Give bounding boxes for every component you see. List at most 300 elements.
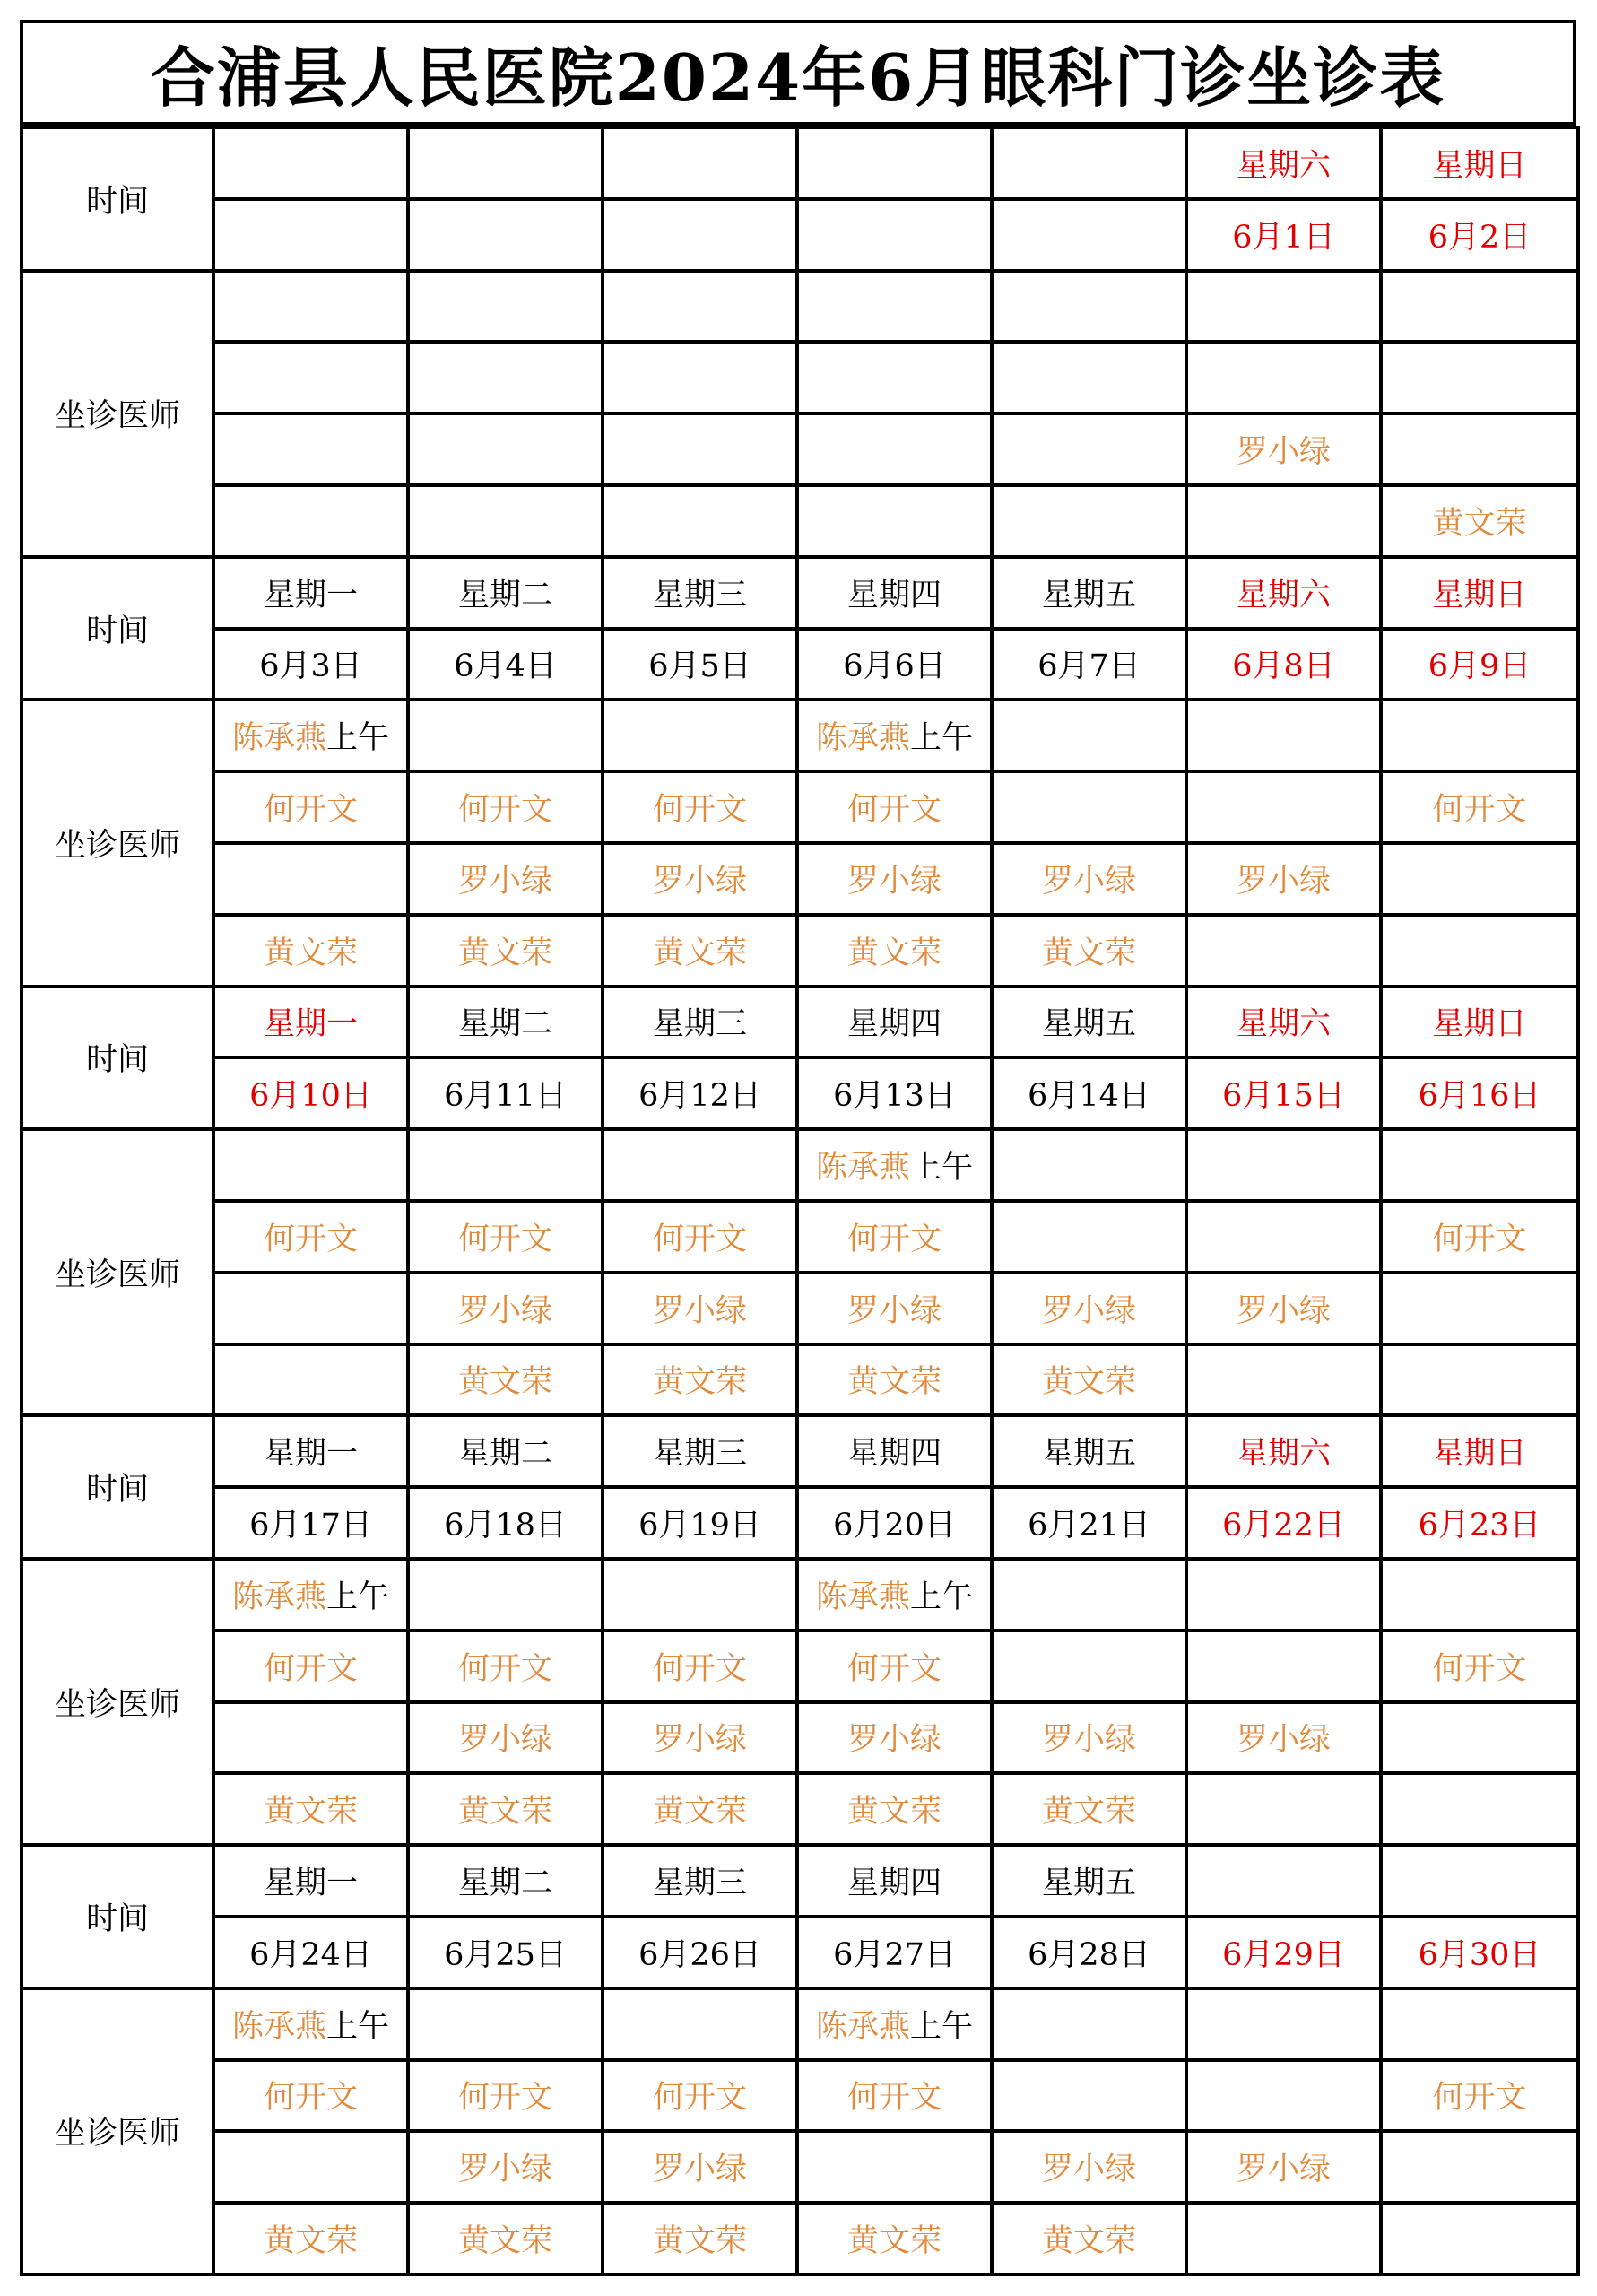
date-cell: 6月5日 (603, 629, 797, 700)
weekday-cell: 星期二 (408, 1845, 603, 1917)
weekday-cell: 星期五 (992, 987, 1186, 1058)
doctor-cell (1381, 342, 1578, 413)
doctor-cell (408, 271, 603, 343)
doctor-row (22, 700, 1578, 771)
doctor-name: 何开文 (263, 1221, 358, 1257)
doctor-row (22, 271, 1578, 343)
weekday-cell (992, 127, 1186, 199)
doctor-cell (603, 2131, 797, 2203)
doctor-name: 罗小绿 (457, 1292, 552, 1329)
doctor-cell (603, 1273, 797, 1344)
doctor-cell (1186, 915, 1381, 987)
doctor-row (22, 1201, 1578, 1273)
doctor-cell (992, 2060, 1186, 2132)
weekday-cell: 星期四 (797, 557, 992, 629)
weekday-cell: 星期六 (1186, 987, 1381, 1058)
doctor-name: 黄文荣 (652, 1364, 747, 1401)
date-cell: 6月22日 (1186, 1487, 1381, 1559)
doctor-cell (992, 1773, 1186, 1845)
time-label: 时间 (22, 1415, 213, 1559)
weekday-cell: 星期三 (603, 1415, 797, 1487)
date-cell: 6月4日 (408, 629, 603, 700)
doctor-name: 何开文 (846, 1221, 942, 1257)
doctors-label: 坐诊医师 (22, 1559, 213, 1845)
doctor-cell (408, 342, 603, 413)
doctor-name: 陈承燕 (815, 1578, 910, 1615)
doctor-cell (603, 2060, 797, 2132)
doctor-cell (603, 1988, 797, 2060)
doctor-cell (408, 413, 603, 485)
doctor-cell (1186, 843, 1381, 915)
weekday-cell: 星期日 (1381, 1415, 1578, 1487)
doctor-name: 黄文荣 (1041, 2223, 1136, 2260)
doctor-row (22, 1773, 1578, 1845)
doctor-cell (797, 271, 992, 343)
weekday-cell: 星期六 (1186, 127, 1381, 199)
doctor-cell (797, 843, 992, 915)
doctor-cell (603, 1344, 797, 1416)
date-row (22, 199, 1578, 271)
doctor-cell (603, 1631, 797, 1702)
doctor-row (22, 1988, 1578, 2060)
doctor-cell (408, 1631, 603, 1702)
doctor-cell (408, 1773, 603, 1845)
doctor-cell (408, 1129, 603, 1201)
weekday-row (22, 1845, 1578, 1917)
weekday-cell: 星期三 (603, 1845, 797, 1917)
date-cell: 6月30日 (1381, 1917, 1578, 1988)
time-label: 时间 (22, 1845, 213, 1988)
doctor-cell (992, 771, 1186, 843)
shift-label: 上午 (326, 720, 390, 757)
doctor-cell (1186, 485, 1381, 557)
doctor-name: 何开文 (652, 1221, 747, 1257)
doctor-cell (992, 2131, 1186, 2203)
doctor-cell (1186, 700, 1381, 771)
doctor-name: 何开文 (846, 2080, 942, 2117)
doctor-name: 罗小绿 (652, 2152, 747, 2188)
doctor-cell (603, 2203, 797, 2274)
doctor-name: 黄文荣 (457, 1364, 552, 1401)
doctor-row (22, 1273, 1578, 1344)
doctor-cell (213, 413, 408, 485)
doctor-cell (797, 2203, 992, 2274)
date-cell (603, 199, 797, 271)
doctor-cell (603, 1559, 797, 1631)
doctor-name: 罗小绿 (652, 863, 747, 900)
doctor-cell (408, 1344, 603, 1416)
doctor-name: 何开文 (652, 792, 747, 829)
doctor-cell (213, 771, 408, 843)
doctor-cell (213, 1201, 408, 1273)
doctor-cell (213, 485, 408, 557)
date-cell: 6月16日 (1381, 1057, 1578, 1129)
date-cell: 6月26日 (603, 1917, 797, 1988)
doctor-cell (797, 1201, 992, 1273)
doctor-cell (1381, 2131, 1578, 2203)
date-cell: 6月28日 (992, 1917, 1186, 1988)
date-row (22, 629, 1578, 700)
schedule-body (22, 127, 1578, 2274)
doctor-row (22, 2060, 1578, 2132)
date-cell: 6月12日 (603, 1057, 797, 1129)
date-cell: 6月11日 (408, 1057, 603, 1129)
doctor-cell (213, 2203, 408, 2274)
doctor-cell (213, 1559, 408, 1631)
weekday-cell: 星期三 (603, 987, 797, 1058)
doctor-name: 陈承燕 (815, 720, 910, 757)
shift-label: 上午 (326, 1578, 390, 1615)
doctor-cell (992, 1344, 1186, 1416)
date-cell: 6月1日 (1186, 199, 1381, 271)
doctor-cell (603, 271, 797, 343)
doctor-row (22, 1559, 1578, 1631)
doctor-name: 何开文 (846, 792, 942, 829)
doctor-cell (992, 1988, 1186, 2060)
doctor-cell (603, 1773, 797, 1845)
weekday-row (22, 127, 1578, 199)
doctor-cell (1186, 1773, 1381, 1845)
doctor-cell (1381, 1631, 1578, 1702)
doctor-name: 罗小绿 (1236, 1722, 1331, 1759)
doctor-name: 罗小绿 (1236, 2152, 1331, 2188)
doctor-cell (1381, 771, 1578, 843)
weekday-cell: 星期五 (992, 1845, 1186, 1917)
doctor-name: 黄文荣 (846, 2223, 942, 2260)
doctor-cell (408, 843, 603, 915)
date-cell (797, 199, 992, 271)
doctor-cell (1381, 1773, 1578, 1845)
doctor-row (22, 1129, 1578, 1201)
doctor-name: 罗小绿 (457, 2152, 552, 2188)
doctor-cell (992, 485, 1186, 557)
doctor-name: 陈承燕 (815, 2008, 910, 2045)
doctor-cell (992, 915, 1186, 987)
doctor-row (22, 342, 1578, 413)
doctor-cell (1186, 1273, 1381, 1344)
doctor-name: 黄文荣 (457, 1794, 552, 1831)
doctor-row (22, 771, 1578, 843)
date-cell: 6月7日 (992, 629, 1186, 700)
doctor-cell (1186, 1129, 1381, 1201)
date-cell: 6月24日 (213, 1917, 408, 1988)
doctor-cell (408, 1273, 603, 1344)
weekday-cell (408, 127, 603, 199)
doctor-cell (213, 342, 408, 413)
doctor-row (22, 1702, 1578, 1774)
doctor-cell (1381, 2203, 1578, 2274)
weekday-cell: 星期一 (213, 987, 408, 1058)
doctor-cell (603, 342, 797, 413)
weekday-cell: 星期日 (1381, 127, 1578, 199)
shift-label: 上午 (910, 2008, 974, 2045)
doctor-cell (213, 1129, 408, 1201)
doctor-row (22, 2203, 1578, 2274)
weekday-cell (797, 127, 992, 199)
doctor-row (22, 413, 1578, 485)
doctor-row (22, 485, 1578, 557)
weekday-cell: 星期三 (603, 557, 797, 629)
doctor-cell (797, 915, 992, 987)
date-cell: 6月20日 (797, 1487, 992, 1559)
doctor-name: 黄文荣 (1041, 935, 1136, 971)
doctors-label: 坐诊医师 (22, 1129, 213, 1415)
doctor-cell (603, 1201, 797, 1273)
doctor-name: 黄文荣 (846, 1364, 942, 1401)
weekday-cell (603, 127, 797, 199)
schedule-sheet (20, 20, 1576, 2276)
doctor-cell (603, 700, 797, 771)
doctor-cell (797, 1702, 992, 1774)
doctor-cell (408, 1559, 603, 1631)
time-label: 时间 (22, 127, 213, 271)
doctor-cell (213, 915, 408, 987)
doctor-name: 黄文荣 (263, 2223, 358, 2260)
doctor-name: 罗小绿 (1041, 2152, 1136, 2188)
date-row (22, 1487, 1578, 1559)
weekday-cell (1381, 1845, 1578, 1917)
date-cell: 6月6日 (797, 629, 992, 700)
doctor-cell (1381, 1201, 1578, 1273)
doctors-label: 坐诊医师 (22, 700, 213, 986)
schedule-table (20, 126, 1580, 2276)
doctor-cell (797, 342, 992, 413)
doctor-name: 罗小绿 (1041, 863, 1136, 900)
weekday-row (22, 1415, 1578, 1487)
doctor-name: 罗小绿 (1236, 434, 1331, 471)
doctor-cell (1381, 1344, 1578, 1416)
doctor-cell (992, 1631, 1186, 1702)
doctor-name: 黄文荣 (652, 2223, 747, 2260)
doctor-name: 何开文 (457, 1221, 552, 1257)
date-cell: 6月27日 (797, 1917, 992, 1988)
weekday-cell: 星期二 (408, 557, 603, 629)
weekday-cell: 星期四 (797, 1415, 992, 1487)
doctor-name: 何开文 (263, 2080, 358, 2117)
doctor-cell (1186, 2060, 1381, 2132)
weekday-row (22, 987, 1578, 1058)
doctor-cell (408, 2131, 603, 2203)
doctor-name: 罗小绿 (457, 1722, 552, 1759)
doctor-name: 黄文荣 (1432, 505, 1527, 542)
doctor-cell (213, 2060, 408, 2132)
doctor-cell (1381, 485, 1578, 557)
doctors-label: 坐诊医师 (22, 1988, 213, 2274)
doctor-cell (1186, 271, 1381, 343)
doctor-cell (1186, 1988, 1381, 2060)
doctor-cell (992, 1702, 1186, 1774)
weekday-cell: 星期一 (213, 557, 408, 629)
doctor-name: 何开文 (1432, 1650, 1527, 1687)
doctor-cell (992, 700, 1186, 771)
doctor-name: 黄文荣 (846, 1794, 942, 1831)
doctor-name: 黄文荣 (652, 935, 747, 971)
doctor-cell (1186, 1344, 1381, 1416)
doctor-cell (408, 1201, 603, 1273)
doctor-row (22, 1631, 1578, 1702)
doctor-cell (603, 485, 797, 557)
doctor-cell (992, 843, 1186, 915)
doctor-cell (797, 700, 992, 771)
doctor-cell (213, 1988, 408, 2060)
doctor-name: 何开文 (846, 1650, 942, 1687)
doctor-name: 黄文荣 (1041, 1794, 1136, 1831)
doctor-cell (992, 413, 1186, 485)
weekday-cell: 星期四 (797, 1845, 992, 1917)
doctor-cell (1381, 1273, 1578, 1344)
doctor-cell (992, 1559, 1186, 1631)
doctor-row (22, 843, 1578, 915)
doctor-cell (603, 915, 797, 987)
doctor-cell (1381, 2060, 1578, 2132)
doctor-cell (797, 1344, 992, 1416)
doctor-cell (992, 271, 1186, 343)
doctor-name: 罗小绿 (1041, 1722, 1136, 1759)
doctor-cell (408, 2060, 603, 2132)
shift-label: 上午 (910, 720, 974, 757)
doctor-cell (408, 2203, 603, 2274)
doctor-cell (213, 1631, 408, 1702)
weekday-cell (213, 127, 408, 199)
doctor-name: 罗小绿 (846, 1292, 942, 1329)
weekday-cell: 星期五 (992, 1415, 1186, 1487)
doctor-cell (213, 1344, 408, 1416)
doctor-row (22, 915, 1578, 987)
date-cell: 6月8日 (1186, 629, 1381, 700)
time-label: 时间 (22, 557, 213, 700)
doctor-cell (1186, 1702, 1381, 1774)
doctor-name: 何开文 (457, 1650, 552, 1687)
doctor-cell (603, 1129, 797, 1201)
doctor-cell (1186, 1201, 1381, 1273)
date-cell: 6月14日 (992, 1057, 1186, 1129)
doctor-name: 罗小绿 (1236, 1292, 1331, 1329)
doctor-cell (1381, 915, 1578, 987)
doctor-name: 黄文荣 (846, 935, 942, 971)
doctor-cell (1381, 1129, 1578, 1201)
doctor-cell (1186, 2203, 1381, 2274)
doctor-name: 何开文 (263, 792, 358, 829)
weekday-cell: 星期日 (1381, 987, 1578, 1058)
doctor-name: 罗小绿 (457, 863, 552, 900)
doctor-cell (408, 771, 603, 843)
doctor-cell (797, 1631, 992, 1702)
date-cell: 6月2日 (1381, 199, 1578, 271)
doctor-row (22, 1344, 1578, 1416)
doctor-cell (603, 1702, 797, 1774)
doctor-cell (408, 1988, 603, 2060)
weekday-cell (1186, 1845, 1381, 1917)
date-cell: 6月9日 (1381, 629, 1578, 700)
doctor-cell (408, 700, 603, 771)
doctor-name: 黄文荣 (263, 1794, 358, 1831)
doctor-cell (1186, 413, 1381, 485)
doctor-name: 何开文 (457, 792, 552, 829)
doctor-name: 黄文荣 (457, 2223, 552, 2260)
doctor-cell (1186, 342, 1381, 413)
doctor-cell (797, 1988, 992, 2060)
doctor-name: 罗小绿 (652, 1722, 747, 1759)
doctor-cell (213, 1273, 408, 1344)
weekday-cell: 星期一 (213, 1845, 408, 1917)
weekday-cell: 星期五 (992, 557, 1186, 629)
doctor-name: 罗小绿 (1041, 1292, 1136, 1329)
doctors-label: 坐诊医师 (22, 271, 213, 557)
date-cell: 6月3日 (213, 629, 408, 700)
date-row (22, 1917, 1578, 1988)
shift-label: 上午 (910, 1578, 974, 1615)
doctor-cell (1186, 1559, 1381, 1631)
weekday-cell: 星期四 (797, 987, 992, 1058)
doctor-row (22, 2131, 1578, 2203)
doctor-name: 陈承燕 (231, 2008, 326, 2045)
date-cell: 6月13日 (797, 1057, 992, 1129)
date-cell: 6月29日 (1186, 1917, 1381, 1988)
doctor-cell (408, 1702, 603, 1774)
doctor-name: 陈承燕 (231, 1578, 326, 1615)
doctor-name: 何开文 (652, 2080, 747, 2117)
doctor-cell (992, 1273, 1186, 1344)
weekday-cell: 星期二 (408, 1415, 603, 1487)
doctor-cell (1381, 271, 1578, 343)
doctor-cell (797, 2131, 992, 2203)
doctor-cell (797, 2060, 992, 2132)
doctor-cell (992, 342, 1186, 413)
doctor-cell (797, 1773, 992, 1845)
date-cell: 6月17日 (213, 1487, 408, 1559)
doctor-cell (213, 700, 408, 771)
doctor-cell (1186, 1631, 1381, 1702)
doctor-cell (213, 2131, 408, 2203)
doctor-cell (1186, 2131, 1381, 2203)
weekday-cell: 星期一 (213, 1415, 408, 1487)
doctor-name: 何开文 (263, 1650, 358, 1687)
doctor-cell (408, 915, 603, 987)
doctor-cell (797, 1559, 992, 1631)
doctor-name: 何开文 (457, 2080, 552, 2117)
doctor-cell (1381, 1559, 1578, 1631)
doctor-cell (797, 1273, 992, 1344)
doctor-cell (992, 2203, 1186, 2274)
doctor-cell (603, 771, 797, 843)
doctor-cell (1381, 700, 1578, 771)
doctor-name: 何开文 (652, 1650, 747, 1687)
doctor-cell (603, 843, 797, 915)
time-label: 时间 (22, 987, 213, 1130)
doctor-cell (992, 1201, 1186, 1273)
doctor-name: 罗小绿 (846, 1722, 942, 1759)
date-row (22, 1057, 1578, 1129)
doctor-name: 黄文荣 (1041, 1364, 1136, 1401)
doctor-cell (797, 485, 992, 557)
doctor-name: 何开文 (1432, 792, 1527, 829)
date-cell: 6月25日 (408, 1917, 603, 1988)
shift-label: 上午 (910, 1150, 974, 1187)
doctor-cell (797, 413, 992, 485)
doctor-name: 陈承燕 (815, 1150, 910, 1187)
doctor-name: 何开文 (1432, 1221, 1527, 1257)
date-cell: 6月18日 (408, 1487, 603, 1559)
doctor-cell (1381, 1988, 1578, 2060)
date-cell: 6月23日 (1381, 1487, 1578, 1559)
doctor-name: 何开文 (1432, 2080, 1527, 2117)
page-title: 合浦县人民医院2024年6月眼科门诊坐诊表 (20, 20, 1576, 126)
doctor-cell (213, 1773, 408, 1845)
doctor-cell (1381, 1702, 1578, 1774)
doctor-name: 罗小绿 (652, 1292, 747, 1329)
doctor-cell (213, 843, 408, 915)
date-cell (408, 199, 603, 271)
